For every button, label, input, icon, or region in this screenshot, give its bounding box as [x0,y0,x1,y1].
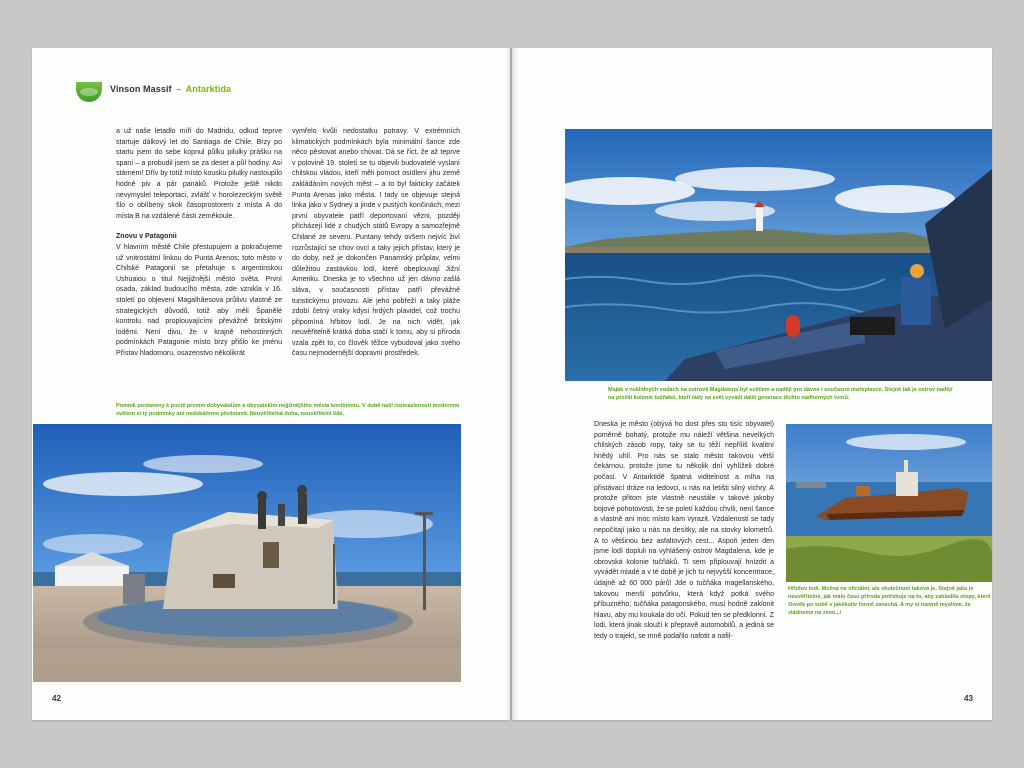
lighthouse-caption: Maják v neklidných vodách na ostrově Magdalena byl světlem a nadějí pro dávné i současné mořeplavce. Stejně tak je ostrov nadějí na přežití kolonie tučňáků, kteří tady na svět vyvádí další generace těchto nádherných tvorů. [608,387,953,401]
header-region: Antarktida [185,84,232,94]
right-column [594,420,774,642]
header-title: Vinson Massif [110,84,172,94]
page-number-right: 43 [964,694,973,703]
running-header [110,84,231,94]
monument-caption: Pomník postavený k poctě prvním dobyvatelům a obyvatelům nejjižnějšího města kontinentu. V době naší rozmazlenosti moderním světem si ty podmínky ani nedokážeme představit. Neuvěřitelná doba, neuvěřitelní lidé. [116,403,460,417]
body-paragraph: V hlavním městě Chile přestupujem a pokračujeme už vnitrostátní linkou do Punta Arenos; toto město v Chilské Patagonii se přetahuje s argentinskou Ushuaiou o titul Nejjižnější město světa. První osada, základ budoucího města, zde vznikla v 16. století po objevení Magalhãesova průlivu vlastně ze strategických důvodů, totiž aby měli Španělé kontrolu nad proplouvajícími převážně britskými loděmi. Není divu, že v krajně nehostinných podmínkách Patagonie místo brzy přišlo ke jménu Přístav hladomoru, osazenstvo několikrát [116,243,282,357]
spine-shadow [505,48,519,720]
body-paragraph: Dneska je město (obývá ho dost přes sto tisíc obyvatel) poměrně bohatý, protože mu náleží většina nevelkých chilských zásob ropy, taky se tu těží nepříliš kvalitní hnědý uhlí. Pro nás se stalo město takovou větší čekárnou, protože jsme tu několik dní vyhlíželi dobré počasí. V Antarktidě špatná viditelnost a mlha na přistávací dráze na ledovci, u nás na letišti silný vichry. A protože přitom jste vlastně neustále v takové jakoby bojové pohotovosti, že se poletí každou chvíli, není šance a vlastně ani moc místo kam vyrazit. Vzdálenosti se tady nepočítají jako u nás na desítky, ale na stovky kilometrů. A to většinou bez asfaltových cest... Aspoň jeden den jsme lodí dopluli na vyhlášený ostrov Magdalena, kde je obrovská kolonie tučňáků. Ti sem připlouvají hnízdit a vyvádět mladé a v té době je jich tu nejvyšší koncentrace, údajně až 60 000 párů! Jde o tučňáka magellanského, takovou menší potvůrku, která když potká svého příbuzného, tučňáka patagonského, musí hodně zaklonit hlavu, aby mu koukala do očí. Pokud ten se předklonní. Z lodi, která jinak slouží k přepravě automobilů, a jediná se tedy o trajekt, se mně podařilo nafotit a nafil- [594,421,774,640]
left-column-1 [116,127,282,359]
left-column-2 [292,127,460,360]
header-dash: – [176,84,182,94]
monument-photo [33,424,461,682]
page-number-left: 42 [52,694,61,703]
shipwreck-photo [786,424,992,582]
shipwreck-caption: Hřbitov lodí. Možná ne oficiální, ale skutečnost taková je. Stejně jako je neuvěřitelné, jak málo času příroda potřebuje na to, aby zahladila stopy, které člověk po sobě v jakékoliv formě zanechá. A my si naivně myslíme, že vládneme na zemi...! [788,586,991,616]
intro-paragraph: a už naše letadlo míří do Madridu, odkud teprve startuje dálkový let do Santiaga de Chile. Brzy po startu jsem do sebe kopnul půlku pilulky prášku na spaní – a probudil jsem se za deset a půl hodiny. Asi stárnem! Dřív by totiž místo kousku pilulky nastoupilo hodně piv a pár panáků. Protože ještě nikdo nevymyslel teleportaci, zvlášť v horolezeckým světě šlo o oblíbený skok časoprostorem z místa A do místa B na vzdálené části zeměkoule. [116,128,282,220]
body-paragraph: vymřelo kvůli nedostatku potravy. V extrémních klimatických podmínkách byla minimální šance zde něco pěstovat anebo chovat. Dá se říct, že až teprve v polovině 19. století se tu objevili budovatelé vyslaní chilskou vládou, kteří měli pomoct osídlení jihu země zakládáním nových měst – a to byl fakticky začátek Punta Arenas jako města. I tady se objevuje stejná linka jako v Sydney a jinde v pustých končinách; mezi první obyvatele patří deportovaní vězni, později přicházejí lidé z chudých států Evropy a samozřejmě Chilané ze severu. Puntany tehdy ovšem nejvíc živí rozrůstající se chov ovcí a taky jejich přístav, který je do doby, než je dokončen Panamský průplav, velmi důležitou zastávkou lodí, které obeplouvají Jižní Ameriku. Dneska je to všechno už jen dávno zašlá sláva, v současnosti přístav patří převážně turistickýmu provozu. Ale jeho pobřeží a taky pláže zdobí četný vraky kdysi hrdých plavidel, což trochu připomíná hřbitov lodí. Je na nich vidět, jak neuvěřitelně krátká doba stačí k tomu, aby si příroda vzala zpět to, co člověk těžce vybudoval jako svého času nejmodernější dopravní prostředek. [292,128,460,358]
section-subheading: Znovu v Patagonii [116,233,177,241]
lighthouse-photo [565,129,992,381]
